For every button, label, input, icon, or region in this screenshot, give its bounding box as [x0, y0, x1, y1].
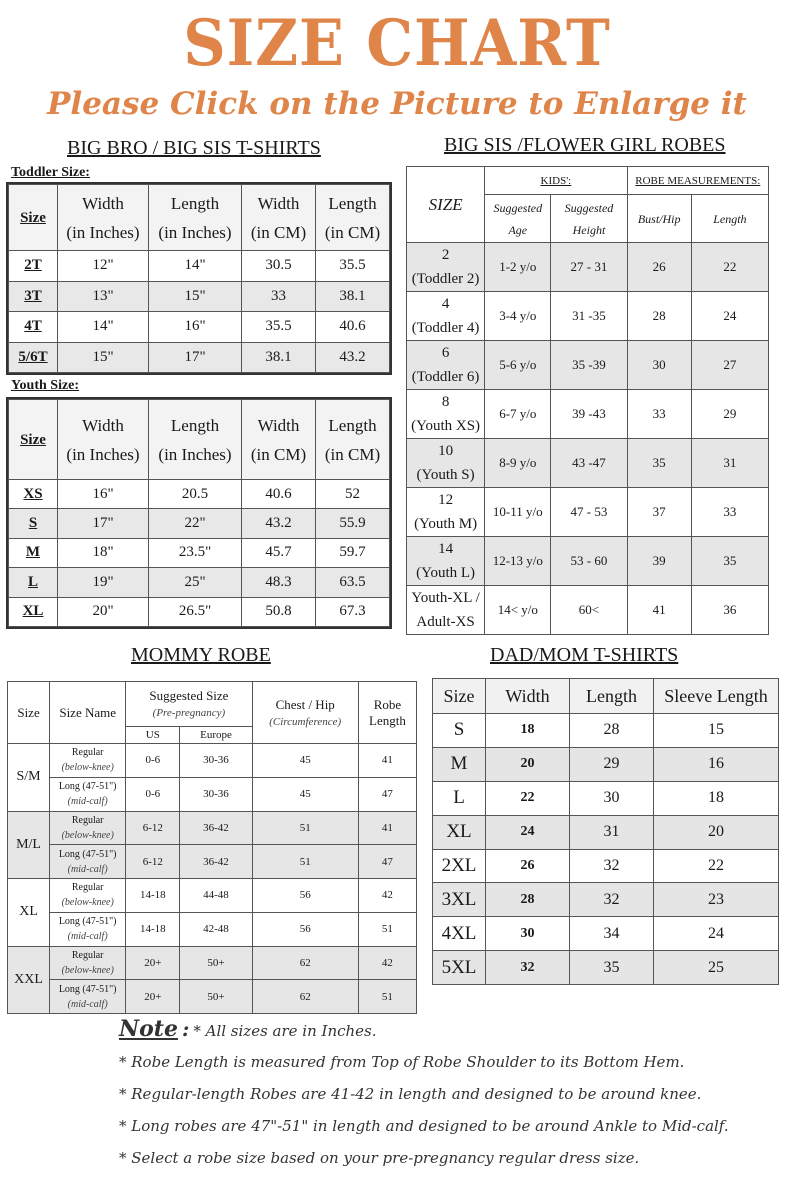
- size-cell: [9, 538, 58, 567]
- size-name-cell: [50, 946, 126, 980]
- size-label: (Youth M): [414, 516, 478, 532]
- table-row: [8, 777, 417, 811]
- w-in-cell: 18": [58, 538, 149, 567]
- length-cell: 22: [691, 243, 768, 292]
- size-number: 2: [441, 247, 450, 263]
- size-cell: [407, 439, 485, 488]
- size-cell: M/L: [8, 811, 50, 879]
- w-cm-cell: 30.5: [242, 251, 316, 282]
- w-in-cell: 14": [58, 312, 149, 343]
- chest-hip-cell: 56: [252, 879, 358, 913]
- age-cell: 14< y/o: [485, 586, 551, 635]
- table-row: [433, 917, 779, 951]
- sleeve-length-cell: 24: [654, 917, 779, 951]
- robe-length-cell: 51: [358, 912, 416, 946]
- w-cm-cell: 38.1: [242, 342, 316, 373]
- sleeve-length-cell: 25: [654, 951, 779, 985]
- size-name-line2: (mid-calf): [67, 863, 108, 875]
- table-row: [407, 243, 769, 292]
- w-cm-cell: 33: [242, 281, 316, 312]
- youth-size-label: Youth Size:: [11, 378, 80, 393]
- size-value: 5/6T: [18, 348, 48, 365]
- size-cell: [9, 597, 58, 626]
- col-header-size: Size: [9, 400, 58, 480]
- bust-cell: 35: [627, 439, 691, 488]
- size-name-line1: Regular: [71, 949, 104, 961]
- width-cell: 18: [486, 714, 570, 748]
- l-cm-cell: 43.2: [316, 342, 390, 373]
- table-row: [8, 946, 417, 980]
- chest-hip-cell: 51: [252, 845, 358, 879]
- size-cell: S/M: [8, 744, 50, 812]
- height-cell: 53 - 60: [551, 537, 627, 586]
- table-row: [9, 597, 390, 626]
- size-name-line2: (below-knee): [61, 964, 114, 976]
- bust-cell: 28: [627, 292, 691, 341]
- w-cm-cell: 48.3: [242, 568, 316, 597]
- note-line-1: * Robe Length is measured from Top of Robe Shoulder to its Bottom Hem.: [119, 1053, 685, 1071]
- size-name-cell: [50, 777, 126, 811]
- w-in-cell: 13": [58, 281, 149, 312]
- w-cm-cell: 40.6: [242, 480, 316, 509]
- table-row: [8, 980, 417, 1014]
- size-label: (Toddler 4): [411, 320, 480, 336]
- size-cell: 5XL: [433, 951, 486, 985]
- chest-hip-cell: 51: [252, 811, 358, 845]
- size-number: Youth-XL /: [411, 590, 480, 606]
- col-header-suggested-height: Suggested Height: [551, 195, 627, 243]
- size-cell: M: [433, 747, 486, 781]
- size-name-line2: (mid-calf): [67, 931, 108, 943]
- robe-length-cell: 42: [358, 879, 416, 913]
- l-cm-cell: 40.6: [316, 312, 390, 343]
- width-cell: 32: [486, 951, 570, 985]
- table-row: [8, 879, 417, 913]
- size-name-cell: [50, 811, 126, 845]
- length-cell: 34: [570, 917, 654, 951]
- size-cell: [9, 342, 58, 373]
- table-row: [407, 537, 769, 586]
- size-cell: [9, 281, 58, 312]
- size-number: 8: [441, 394, 450, 410]
- size-value: M: [25, 544, 41, 561]
- tshirts-heading: BIG BRO / BIG SIS T-SHIRTS: [67, 137, 321, 159]
- size-cell: [9, 568, 58, 597]
- length-cell: 28: [570, 714, 654, 748]
- w-in-cell: 12": [58, 251, 149, 282]
- size-name-line2: (below-knee): [61, 897, 114, 909]
- size-name-line1: Long (47-51"): [58, 916, 117, 928]
- note-line-3: * Long robes are 47"-51" in length and designed to be around Ankle to Mid-calf.: [119, 1117, 729, 1135]
- table-row: [9, 251, 390, 282]
- us-cell: 20+: [126, 980, 180, 1014]
- size-number: 14: [438, 541, 454, 557]
- size-name-line1: Regular: [71, 814, 104, 826]
- table-row: [9, 568, 390, 597]
- size-value: S: [28, 515, 38, 532]
- europe-cell: 44-48: [180, 879, 252, 913]
- dad-mom-heading: DAD/MOM T-SHIRTS: [490, 644, 679, 666]
- l-in-cell: 25": [149, 568, 242, 597]
- europe-cell: 30-36: [180, 744, 252, 778]
- bust-cell: 41: [627, 586, 691, 635]
- table-row: [8, 744, 417, 778]
- size-name-line2: (below-knee): [61, 762, 114, 774]
- size-cell: [9, 312, 58, 343]
- size-label: (Youth XS): [411, 418, 481, 434]
- europe-cell: 50+: [180, 946, 252, 980]
- size-value: 3T: [24, 287, 42, 304]
- w-cm-cell: 45.7: [242, 538, 316, 567]
- table-row: [433, 849, 779, 883]
- chest-hip-cell: 45: [252, 777, 358, 811]
- size-cell: L: [433, 781, 486, 815]
- height-cell: 43 -47: [551, 439, 627, 488]
- l-cm-cell: 55.9: [316, 509, 390, 538]
- table-row: [9, 538, 390, 567]
- height-cell: 27 - 31: [551, 243, 627, 292]
- size-cell: [407, 488, 485, 537]
- width-cell: 26: [486, 849, 570, 883]
- col-header-width-cm: Width (in CM): [242, 400, 316, 480]
- table-row: [9, 480, 390, 509]
- youth-size-table: [8, 399, 390, 627]
- europe-cell: 50+: [180, 980, 252, 1014]
- size-cell: [407, 586, 485, 635]
- size-cell: [407, 292, 485, 341]
- table-row: [9, 312, 390, 343]
- size-name-cell: [50, 879, 126, 913]
- col-header-bust-hip: Bust/Hip: [627, 195, 691, 243]
- size-name-line2: (below-knee): [61, 829, 114, 841]
- l-cm-cell: 35.5: [316, 251, 390, 282]
- l-in-cell: 16": [149, 312, 242, 343]
- size-label: Adult-XS: [416, 614, 475, 630]
- toddler-size-label: Toddler Size:: [11, 165, 90, 180]
- mommy-robe-heading: MOMMY ROBE: [131, 644, 271, 666]
- width-cell: 28: [486, 883, 570, 917]
- size-name-line1: Regular: [71, 882, 104, 894]
- col-header-length-cm: Length (in CM): [316, 185, 390, 251]
- height-cell: 31 -35: [551, 292, 627, 341]
- note-header: [119, 1016, 377, 1042]
- w-cm-cell: 35.5: [242, 312, 316, 343]
- chest-hip-cell: 45: [252, 744, 358, 778]
- age-cell: 5-6 y/o: [485, 341, 551, 390]
- col-header-size: SIZE: [407, 167, 485, 243]
- size-name-cell: [50, 912, 126, 946]
- us-cell: 6-12: [126, 845, 180, 879]
- length-cell: 31: [691, 439, 768, 488]
- l-in-cell: 15": [149, 281, 242, 312]
- col-header-length: Length: [570, 679, 654, 714]
- bust-cell: 39: [627, 537, 691, 586]
- note-colon: :: [181, 1017, 190, 1041]
- table-row: [433, 951, 779, 985]
- table-row: [8, 845, 417, 879]
- sleeve-length-cell: 16: [654, 747, 779, 781]
- size-number: 12: [438, 492, 454, 508]
- col-header-length-in: Length (in Inches): [149, 400, 242, 480]
- robe-length-cell: 42: [358, 946, 416, 980]
- w-cm-cell: 50.8: [242, 597, 316, 626]
- note-line-4: * Select a robe size based on your pre-pregnancy regular dress size.: [119, 1149, 640, 1167]
- col-header-width: Width: [486, 679, 570, 714]
- mommy-robe-table: [7, 681, 417, 1014]
- l-in-cell: 20.5: [149, 480, 242, 509]
- size-cell: [9, 480, 58, 509]
- l-in-cell: 22": [149, 509, 242, 538]
- col-header-size: Size: [9, 185, 58, 251]
- size-name-line1: Long (47-51"): [58, 848, 117, 860]
- age-cell: 12-13 y/o: [485, 537, 551, 586]
- age-cell: 10-11 y/o: [485, 488, 551, 537]
- height-cell: 47 - 53: [551, 488, 627, 537]
- size-name-line2: (mid-calf): [67, 998, 108, 1010]
- col-header-length-in: Length (in Inches): [149, 185, 242, 251]
- col-header-length-cm: Length (in CM): [316, 400, 390, 480]
- length-cell: 27: [691, 341, 768, 390]
- note-line-0: * All sizes are in Inches.: [193, 1022, 377, 1040]
- page-title: SIZE CHART: [183, 6, 611, 81]
- table-row: [407, 390, 769, 439]
- table-row: [9, 509, 390, 538]
- flower-girl-robes-table: [406, 166, 769, 635]
- note-line-2: * Regular-length Robes are 41-42 in length and designed to be around knee.: [119, 1085, 702, 1103]
- w-cm-cell: 43.2: [242, 509, 316, 538]
- size-cell: S: [433, 714, 486, 748]
- table-row: [407, 292, 769, 341]
- col-header-us: US: [126, 727, 180, 744]
- l-cm-cell: 67.3: [316, 597, 390, 626]
- robe-length-cell: 51: [358, 980, 416, 1014]
- robe-length-cell: 47: [358, 845, 416, 879]
- size-cell: [407, 243, 485, 292]
- size-name-cell: [50, 980, 126, 1014]
- age-cell: 8-9 y/o: [485, 439, 551, 488]
- size-cell: XL: [433, 815, 486, 849]
- table-row: [407, 488, 769, 537]
- col-header-width-in: Width (in Inches): [58, 400, 149, 480]
- length-cell: 24: [691, 292, 768, 341]
- us-cell: 14-18: [126, 912, 180, 946]
- l-cm-cell: 59.7: [316, 538, 390, 567]
- size-name-line1: Long (47-51"): [58, 983, 117, 995]
- chest-hip-cell: 62: [252, 946, 358, 980]
- size-label: (Toddler 2): [411, 271, 480, 287]
- sleeve-length-cell: 15: [654, 714, 779, 748]
- robe-length-cell: 41: [358, 811, 416, 845]
- bust-cell: 30: [627, 341, 691, 390]
- col-header-size: Size: [8, 682, 50, 744]
- europe-cell: 42-48: [180, 912, 252, 946]
- bust-cell: 37: [627, 488, 691, 537]
- size-cell: 4XL: [433, 917, 486, 951]
- table-row: [433, 883, 779, 917]
- height-cell: 39 -43: [551, 390, 627, 439]
- size-number: 6: [441, 345, 450, 361]
- bust-cell: 33: [627, 390, 691, 439]
- col-header-size: Size: [433, 679, 486, 714]
- w-in-cell: 19": [58, 568, 149, 597]
- table-row: [433, 714, 779, 748]
- age-cell: 3-4 y/o: [485, 292, 551, 341]
- table-row: [433, 815, 779, 849]
- col-header-robe-measurements: ROBE MEASUREMENTS:: [627, 167, 768, 195]
- width-cell: 24: [486, 815, 570, 849]
- us-cell: 20+: [126, 946, 180, 980]
- chest-hip-cell: 56: [252, 912, 358, 946]
- size-value: XL: [22, 603, 44, 620]
- table-row: [407, 341, 769, 390]
- age-cell: 1-2 y/o: [485, 243, 551, 292]
- l-in-cell: 17": [149, 342, 242, 373]
- age-cell: 6-7 y/o: [485, 390, 551, 439]
- col-header-sleeve-length: Sleeve Length: [654, 679, 779, 714]
- w-in-cell: 15": [58, 342, 149, 373]
- width-cell: 22: [486, 781, 570, 815]
- us-cell: 0-6: [126, 744, 180, 778]
- width-cell: 30: [486, 917, 570, 951]
- us-cell: 0-6: [126, 777, 180, 811]
- length-cell: 33: [691, 488, 768, 537]
- size-name-line1: Regular: [71, 747, 104, 759]
- length-cell: 32: [570, 883, 654, 917]
- l-in-cell: 26.5": [149, 597, 242, 626]
- size-cell: [407, 341, 485, 390]
- europe-cell: 36-42: [180, 845, 252, 879]
- l-cm-cell: 52: [316, 480, 390, 509]
- table-row: [8, 912, 417, 946]
- size-cell: [9, 251, 58, 282]
- europe-cell: 36-42: [180, 811, 252, 845]
- size-name-line2: (mid-calf): [67, 796, 108, 808]
- height-cell: 35 -39: [551, 341, 627, 390]
- length-cell: 35: [570, 951, 654, 985]
- length-cell: 30: [570, 781, 654, 815]
- size-cell: 2XL: [433, 849, 486, 883]
- size-value: L: [27, 573, 38, 590]
- size-label: (Youth L): [416, 565, 476, 581]
- us-cell: 14-18: [126, 879, 180, 913]
- toddler-size-table: [8, 184, 390, 373]
- europe-cell: 30-36: [180, 777, 252, 811]
- size-number: 4: [441, 296, 450, 312]
- col-header-europe: Europe: [180, 727, 252, 744]
- table-row: [433, 747, 779, 781]
- length-cell: 32: [570, 849, 654, 883]
- w-in-cell: 20": [58, 597, 149, 626]
- size-number: 10: [438, 443, 454, 459]
- size-value: 2T: [24, 257, 42, 274]
- sleeve-length-cell: 18: [654, 781, 779, 815]
- size-value: 4T: [24, 318, 42, 335]
- size-name-line1: Long (47-51"): [58, 781, 117, 793]
- l-cm-cell: 38.1: [316, 281, 390, 312]
- size-name-cell: [50, 744, 126, 778]
- w-in-cell: 16": [58, 480, 149, 509]
- dad-mom-tshirts-table: [432, 678, 779, 985]
- page-subtitle: Please Click on the Picture to Enlarge it: [47, 86, 747, 122]
- l-in-cell: 14": [149, 251, 242, 282]
- height-cell: 60<: [551, 586, 627, 635]
- us-cell: 6-12: [126, 811, 180, 845]
- width-cell: 20: [486, 747, 570, 781]
- size-cell: [9, 509, 58, 538]
- col-header-width-in: Width (in Inches): [58, 185, 149, 251]
- l-cm-cell: 63.5: [316, 568, 390, 597]
- size-cell: XXL: [8, 946, 50, 1014]
- size-cell: [407, 537, 485, 586]
- size-label: (Toddler 6): [411, 369, 480, 385]
- length-cell: 35: [691, 537, 768, 586]
- col-header-suggested-age: Suggested Age: [485, 195, 551, 243]
- col-header-width-cm: Width (in CM): [242, 185, 316, 251]
- length-cell: 31: [570, 815, 654, 849]
- size-label: (Youth S): [416, 467, 475, 483]
- length-cell: 36: [691, 586, 768, 635]
- col-header-length: Length: [691, 195, 768, 243]
- sleeve-length-cell: 20: [654, 815, 779, 849]
- length-cell: 29: [570, 747, 654, 781]
- sleeve-length-cell: 23: [654, 883, 779, 917]
- note-label: Note: [119, 1016, 178, 1042]
- l-in-cell: 23.5": [149, 538, 242, 567]
- size-name-cell: [50, 845, 126, 879]
- table-row: [8, 811, 417, 845]
- w-in-cell: 17": [58, 509, 149, 538]
- col-header-chest-hip: Chest / Hip (Circumference): [252, 682, 358, 744]
- table-row: [433, 781, 779, 815]
- table-row: [407, 439, 769, 488]
- robe-length-cell: 47: [358, 777, 416, 811]
- sleeve-length-cell: 22: [654, 849, 779, 883]
- robe-length-cell: 41: [358, 744, 416, 778]
- table-row: [9, 342, 390, 373]
- chest-hip-cell: 62: [252, 980, 358, 1014]
- col-header-size-name: Size Name: [50, 682, 126, 744]
- col-header-suggested-size: Suggested Size (Pre-pregnancy): [126, 682, 252, 727]
- length-cell: 29: [691, 390, 768, 439]
- size-cell: 3XL: [433, 883, 486, 917]
- size-value: XS: [23, 485, 43, 502]
- robes-heading: BIG SIS /FLOWER GIRL ROBES: [444, 134, 726, 156]
- bust-cell: 26: [627, 243, 691, 292]
- table-row: [9, 281, 390, 312]
- size-cell: XL: [8, 879, 50, 947]
- col-header-robe-length: Robe Length: [358, 682, 416, 744]
- size-cell: [407, 390, 485, 439]
- table-row: [407, 586, 769, 635]
- col-header-kids: KIDS':: [485, 167, 627, 195]
